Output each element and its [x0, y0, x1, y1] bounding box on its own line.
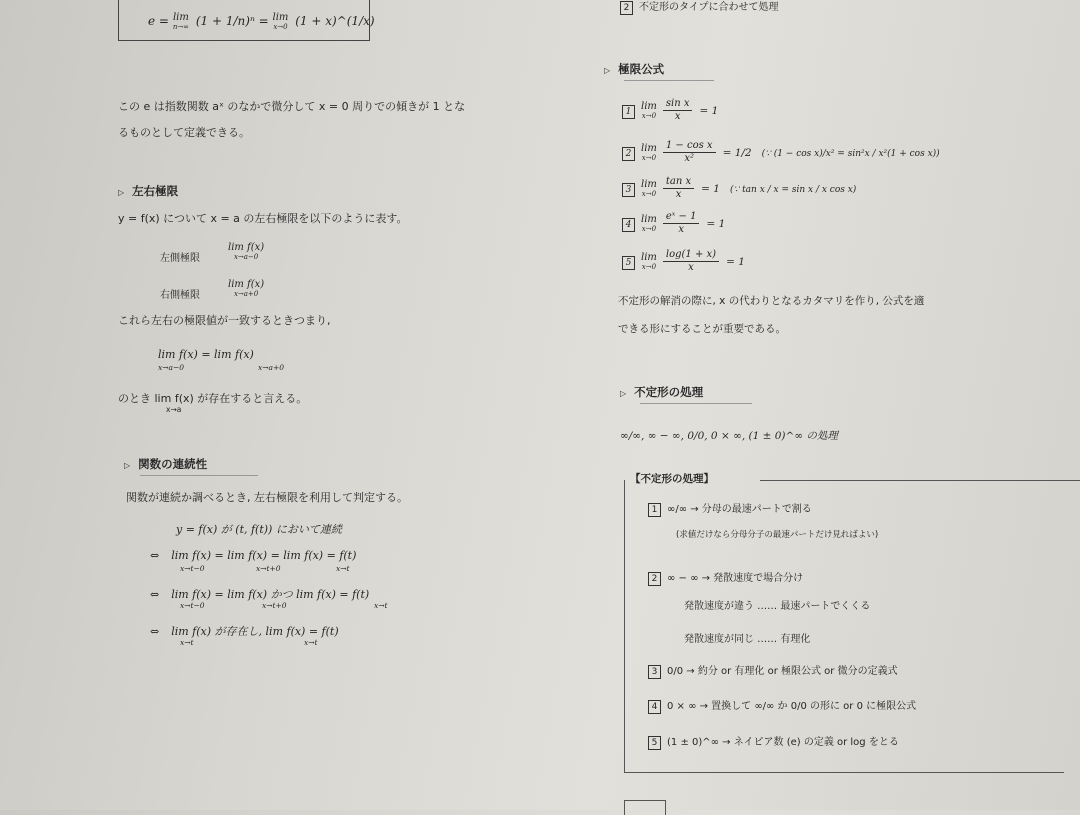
formula-denominator: x: [678, 224, 684, 235]
limits-exists-text: のとき lim f(x) が存在すると言える。: [118, 392, 308, 405]
indeterminate-forms: ∞/∞, ∞ − ∞, 0/0, 0 × ∞, (1 ± 0)^∞ の処理: [620, 430, 838, 442]
process-row-number: 5: [648, 736, 661, 750]
top-note-number: 2: [620, 1, 633, 15]
limits-eq-sub1: x→a−0: [158, 363, 185, 372]
continuity-cond: y = f(x) が (t, f(t)) において連続: [176, 523, 342, 536]
limits-exists-sub: x→a: [166, 405, 182, 414]
formula-denominator: x²: [684, 153, 695, 164]
e-formula: [148, 12, 375, 31]
continuity-desc: 関数が連続か調べるとき, 左右極限を利用して判定する。: [126, 491, 408, 504]
left-limit-lim: [228, 242, 264, 261]
process-row-number: 4: [648, 700, 661, 714]
formulas-footer-1: 不定形の解消の際に, x の代わりとなるカタマリを作り, 公式を適: [618, 295, 925, 307]
process-row-text: ∞/∞ → 分母の最速パートで割る: [667, 504, 812, 515]
continuity-line-1-sub1: x→t−0: [180, 564, 205, 573]
left-limit-expr: [228, 242, 267, 261]
formula-lim-sub: x→0: [641, 225, 657, 233]
e-expr2: (1 + x)^(1/x): [295, 14, 375, 28]
process-box-left-border: [624, 480, 625, 772]
section-marker-icon: ▷: [118, 188, 125, 197]
right-limit-sub: x→a+0: [233, 290, 259, 298]
formula-rhs: = 1: [726, 255, 745, 268]
formula-lim-sub: x→0: [641, 112, 657, 120]
formula-lim-word: lim: [641, 143, 657, 154]
process-row: [648, 662, 898, 679]
formula-rhs: = 1: [706, 217, 726, 230]
formulas-title-underline: [624, 80, 714, 81]
formula-note: (∵ tan x / x = sin x / x cos x): [729, 184, 857, 195]
left-limit-sub: x→a−0: [233, 253, 259, 261]
formula-denominator: x: [675, 189, 682, 200]
formula-lim-sub: x→0: [641, 190, 657, 198]
continuity-line-1-sub3: x→t: [336, 564, 350, 573]
formula-item: [622, 98, 728, 123]
formula-lim: [641, 214, 657, 233]
section-limits-title-text: 左右極限: [132, 184, 179, 198]
continuity-line-2-text: lim f(x) = lim f(x) かつ lim f(x) = f(t): [171, 588, 370, 601]
e-lim1-word: lim: [172, 12, 189, 23]
process-row-number: 1: [648, 503, 661, 517]
formula-lim-sub: x→0: [641, 263, 657, 271]
e-expr1: (1 + 1/n)ⁿ: [195, 14, 255, 28]
limits-exists: [118, 390, 308, 414]
formula-fraction: [663, 249, 719, 274]
limits-desc: y = f(x) について x = a の左右極限を以下のように表す。: [118, 212, 408, 225]
formula-number: 1: [622, 105, 635, 119]
formula-number: 5: [622, 256, 635, 270]
limits-agree: これら左右の極限値が一致するときつまり,: [118, 314, 331, 327]
section-continuity-title: [124, 456, 207, 472]
bottom-tab: [624, 800, 666, 815]
process-row-text: 発散速度が違う …… 最速パートでくくる: [684, 601, 871, 612]
formula-rhs: = 1: [699, 104, 719, 117]
limits-eq-line-text: lim f(x) = lim f(x): [158, 348, 254, 361]
right-limit-label: 右側極限: [160, 290, 200, 301]
indeterminate-title-underline: [640, 403, 752, 404]
intro-line-1: この e は指数関数 aˣ のなかで微分して x = 0 周りでの傾きが 1 とな: [118, 100, 466, 113]
right-limit-expr: [228, 279, 267, 298]
process-row-text: 0/0 → 約分 or 有理化 or 極限公式 or 微分の定義式: [667, 666, 898, 677]
process-row: [676, 528, 878, 540]
formula-lim-word: lim: [641, 252, 657, 263]
section-indeterminate-title-text: 不定形の処理: [634, 385, 704, 399]
e-lim2-word: lim: [272, 12, 289, 23]
section-marker-icon: ▷: [620, 389, 627, 398]
section-formulas-title-text: 極限公式: [618, 62, 665, 76]
formula-lim: [641, 101, 657, 120]
formula-lim-word: lim: [641, 101, 657, 112]
continuity-title-underline: [140, 475, 258, 476]
process-box-title: 【不定形の処理】: [630, 473, 714, 485]
right-limit-expr-text: lim f(x): [228, 279, 265, 290]
limits-eq-sub2: x→a+0: [258, 363, 285, 372]
formula-numerator: log(1 + x): [663, 249, 719, 262]
formulas-footer-2: できる形にすることが重要である。: [618, 323, 786, 335]
top-note-text: 不定形のタイプに合わせて処理: [639, 2, 779, 13]
e-lim2: [273, 12, 289, 31]
formula-numerator: sin x: [663, 98, 693, 111]
process-row-text: 0 × ∞ → 置換して ∞/∞ か 0/0 の形に or 0 に極限公式: [667, 701, 917, 712]
process-row-number: 3: [648, 665, 661, 679]
continuity-line-2-sub3: x→t: [374, 601, 388, 610]
continuity-line-1: [150, 549, 357, 573]
section-marker-icon: ▷: [604, 66, 611, 75]
continuity-line-2-sub2: x→t+0: [262, 601, 287, 610]
formula-fraction: [663, 98, 693, 123]
equiv-arrow-3: ⇔: [150, 625, 160, 638]
formula-numerator: eˣ − 1: [663, 211, 700, 224]
left-limit-label: 左側極限: [160, 253, 200, 264]
section-indeterminate-title: [620, 384, 703, 400]
left-limit-expr-text: lim f(x): [228, 242, 265, 253]
process-row-text: ∞ − ∞ → 発散速度で場合分け: [667, 573, 804, 584]
e-eq: =: [258, 14, 269, 28]
process-row: [648, 697, 916, 714]
e-lim2-sub: x→0: [273, 23, 288, 31]
formula-item: [622, 140, 940, 165]
section-marker-icon: ▷: [124, 461, 131, 470]
e-lhs: e =: [148, 14, 169, 28]
process-row: [684, 597, 870, 612]
process-box-top-border: [760, 480, 1080, 481]
top-note: [620, 0, 779, 15]
right-limit-lim: [228, 279, 264, 298]
formula-rhs: = 1/2: [722, 146, 752, 159]
continuity-line-1-text: lim f(x) = lim f(x) = lim f(x) = f(t): [171, 549, 357, 562]
section-formulas-title: [604, 61, 664, 77]
process-row: [648, 733, 899, 750]
formula-fraction: [663, 211, 700, 236]
formula-number: 3: [622, 183, 635, 197]
process-row-text: 発散速度が同じ …… 有理化: [684, 634, 811, 645]
section-continuity-title-text: 関数の連続性: [138, 457, 208, 471]
process-row-number: 2: [648, 572, 661, 586]
process-row: [648, 569, 803, 586]
continuity-line-2-sub1: x→t−0: [180, 601, 205, 610]
equiv-arrow-2: ⇔: [150, 588, 160, 601]
formula-lim: [641, 252, 657, 271]
equiv-arrow-1: ⇔: [150, 549, 160, 562]
formula-lim-sub: x→0: [641, 154, 657, 162]
formula-fraction: [663, 140, 716, 165]
section-limits-title: [118, 183, 178, 199]
formula-lim: [641, 143, 657, 162]
formula-lim-word: lim: [641, 214, 657, 225]
process-row: [684, 630, 810, 645]
continuity-line-2: [150, 586, 388, 610]
formula-denominator: x: [674, 111, 681, 122]
formula-rhs: = 1: [701, 182, 720, 195]
process-box-bottom-border: [624, 772, 1064, 773]
continuity-line-1-sub2: x→t+0: [256, 564, 281, 573]
formula-fraction: [663, 176, 694, 201]
formula-number: 2: [622, 147, 635, 161]
formula-lim: [641, 179, 657, 198]
formula-item: [622, 176, 856, 201]
formula-note: (∵ (1 − cos x)/x² = sin²x / x²(1 + cos x)): [761, 148, 940, 159]
formula-number: 4: [622, 218, 635, 232]
formula-numerator: 1 − cos x: [663, 140, 716, 153]
e-lim1: [173, 12, 189, 31]
intro-line-2: るものとして定義できる。: [118, 126, 250, 139]
continuity-line-3: [150, 623, 339, 647]
formula-item: [622, 249, 755, 274]
e-lim1-sub: n→∞: [172, 23, 190, 31]
limits-eq-line: [158, 348, 285, 372]
continuity-line-3-text: lim f(x) が存在し, lim f(x) = f(t): [171, 625, 339, 638]
process-row-text: (1 ± 0)^∞ → ネイピア数 (e) の定義 or log をとる: [667, 737, 899, 748]
formula-item: [622, 211, 735, 236]
formula-numerator: tan x: [663, 176, 694, 189]
formula-lim-word: lim: [641, 179, 657, 190]
process-row: [648, 500, 812, 517]
formula-denominator: x: [688, 262, 694, 273]
continuity-line-3-sub1: x→t: [180, 638, 194, 647]
continuity-line-3-sub2: x→t: [304, 638, 318, 647]
process-row-text: (求値だけなら分母分子の最速パートだけ見ればよい): [676, 530, 879, 540]
